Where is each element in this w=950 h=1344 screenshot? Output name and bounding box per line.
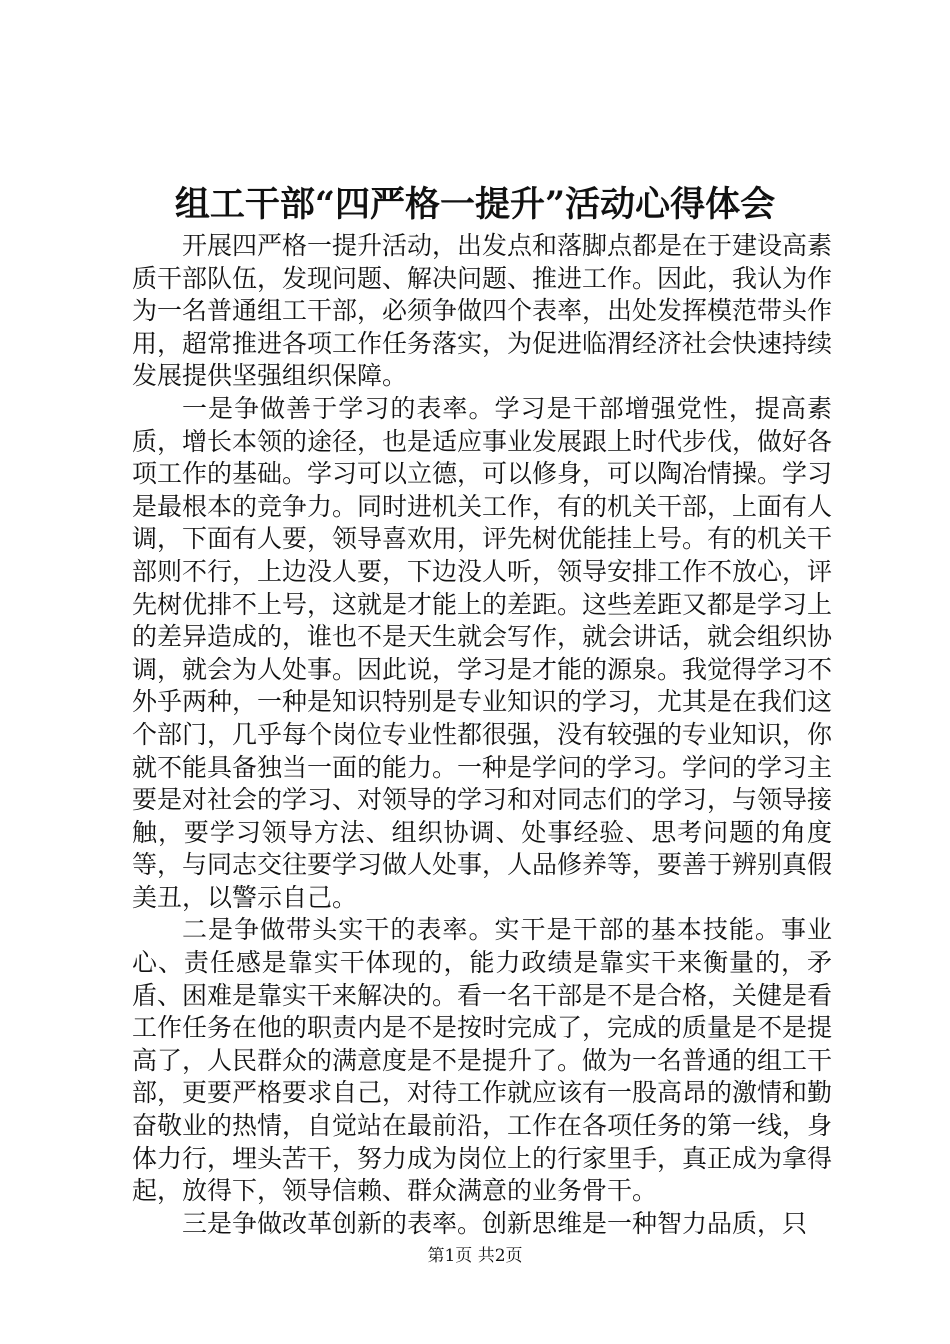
page-number-footer: 第1页 共2页 xyxy=(427,1246,523,1266)
document-title: 组工干部“四严格一提升”活动心得体会 xyxy=(174,184,776,225)
paragraph-intro: 开展四严格一提升活动，出发点和落脚点都是在于建设高素质干部队伍，发现问题、解决问题、推进工作。因此，我认为作为一名普通组工干部，必须争做四个表率，出处发挥模范带头作用，超常推进各项工作任务落实，为促进临渭经济社会快速持续发展提供坚强组织保障。 xyxy=(132,231,833,391)
paragraph-learning: 一是争做善于学习的表率。学习是干部增强党性，提高素质，增长本领的途径，也是适应事业发展跟上时代步伐，做好各项工作的基础。学习可以立德，可以修身，可以陶冶情操。学习是最根本的竞争力。同时进机关工作，有的机关干部，上面有人调，下面有人要，领导喜欢用，评先树优能挂上号。有的机关干部则不行，上边没人要，下边没人听，领导安排工作不放心，评先树优排不上号，这就是才能上的差距。这些差距又都是学习上的差异造成的，谁也不是天生就会写作，就会讲话，就会组织协调，就会为人处事。因此说，学习是才能的源泉。我觉得学习不外乎两种，一种是知识特别是专业知识的学习，尤其是在我们这个部门，几乎每个岗位专业性都很强，没有较强的专业知识，你就不能具备独当一面的能力。一种是学问的学习。学问的学习主要是对社会的学习、对领导的学习和对同志们的学习，与领导接触，要学习领导方法、组织协调、处事经验、思考问题的角度等，与同志交往要学习做人处事，人品修养等，要善于辨别真假美丑，以警示自己。 xyxy=(132,393,833,912)
paragraph-hard-work: 二是争做带头实干的表率。实干是干部的基本技能。事业心、责任感是靠实干体现的，能力政绩是靠实干来衡量的，矛盾、困难是靠实干来解决的。看一名干部是不是合格，关健是看工作任务在他的职责内是不是按时完成了，完成的质量是不是提高了，人民群众的满意度是不是提升了。做为一名普通的组工干部，更要严格要求自己，对待工作就应该有一股高昂的激情和勤奋敬业的热情，自觉站在最前沿，工作在各项任务的第一线，身体力行，埋头苦干，努力成为岗位上的行家里手，真正成为拿得起，放得下，领导信赖、群众满意的业务骨干。 xyxy=(132,915,833,1206)
document-body xyxy=(132,230,832,1240)
paragraph-innovation: 三是争做改革创新的表率。创新思维是一种智力品质，只 xyxy=(182,1208,808,1238)
